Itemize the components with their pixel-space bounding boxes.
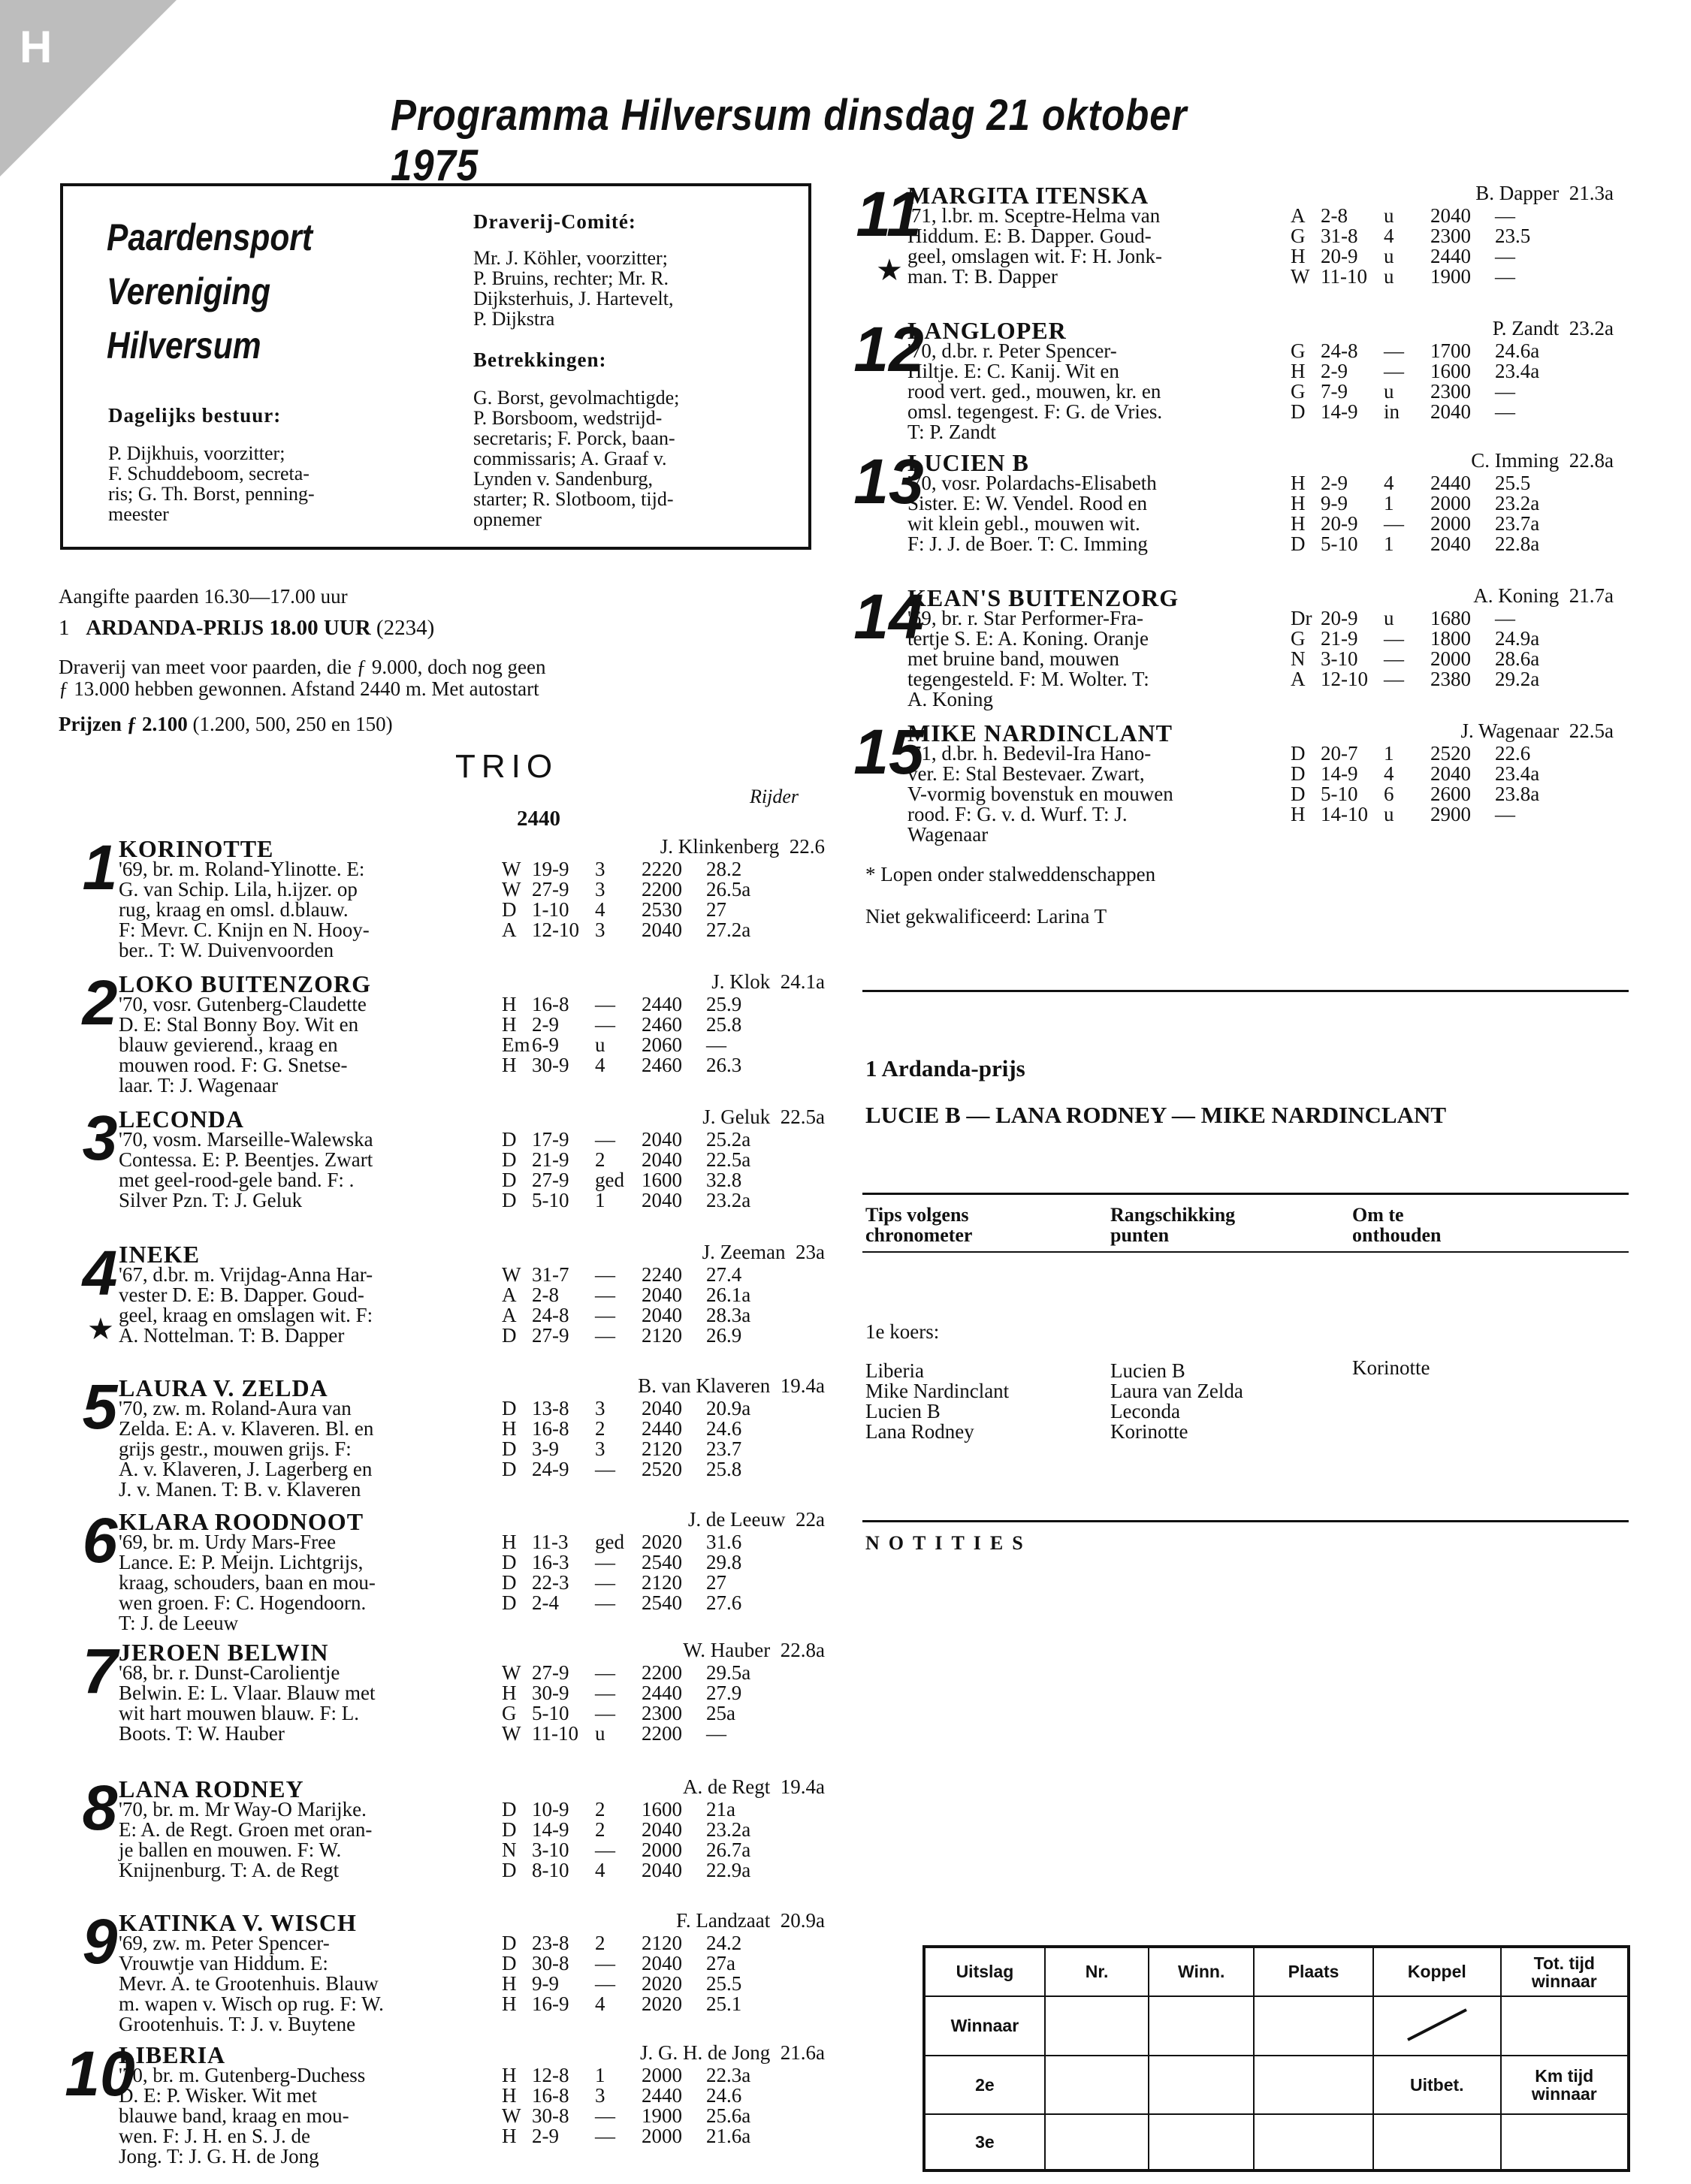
result-row: D 21-9 2 2040 22.5a (502, 1148, 751, 1171)
result-cell[interactable] (1045, 2114, 1149, 2170)
recent-results (502, 994, 774, 1075)
race-prizes: Prijzen ƒ 2.100 (1.200, 500, 250 en 150) (59, 713, 393, 735)
slash-mark (1403, 2005, 1471, 2043)
driver-rating (1493, 317, 1614, 340)
race-name: ARDANDA-PRIJS 18.00 UUR (86, 616, 371, 640)
result-row: H 30-9 4 2460 26.3 (502, 1054, 742, 1076)
horse-description: '70, d.br. r. Peter Spencer- Hiltje. E: C. Kanij. Wit en rood vert. ged., mouwen, kr. en omsl. tegengest. F: G. de Vries. T: P. Zandt (907, 339, 1163, 443)
result-row: G 5-10 — 2300 25a (502, 1702, 735, 1724)
horse-number: 6 (82, 1505, 118, 1576)
horse-rating: 20.9a (780, 1909, 825, 1932)
driver-rating (676, 1909, 825, 1932)
result-row: H 16-8 — 2440 25.9 (502, 993, 742, 1015)
result-cell[interactable] (1149, 1996, 1254, 2056)
horse-number: 12 (853, 314, 924, 385)
tips-race-label: 1e koers: (865, 1320, 940, 1343)
result-row: G 24-8 — 1700 24.6a (1291, 339, 1540, 362)
result-row: H 16-8 2 2440 24.6 (502, 1417, 742, 1440)
result-row: H 9-9 1 2000 23.2a (1291, 492, 1540, 514)
result-row: D 13-8 3 2040 20.9a (502, 1397, 751, 1419)
tips-list-chronometer: Liberia Mike Nardinclant Lucien B Lana Rodney (865, 1359, 1010, 1443)
horse-number: 13 (853, 446, 924, 517)
result-row: D 2-4 — 2540 27.6 (502, 1591, 742, 1614)
committee-members: Mr. J. Köhler, voorzitter; P. Bruins, rechter; Mr. R. Dijksterhuis, J. Hartevelt, P. Dijkstra (473, 247, 674, 330)
horse-description: '70, vosm. Marseille-Walewska Contessa. E: P. Beentjes. Zwart met geel-rood-gele band. F: . Silver Pzn. T: J. Geluk (119, 1128, 373, 1211)
tips-list-remember: Korinotte (1352, 1356, 1430, 1379)
result-row: G 21-9 — 1800 24.9a (1291, 627, 1540, 650)
driver-name: J. Klinkenberg (660, 835, 780, 858)
driver-rating (711, 970, 825, 994)
result-row: W 11-10 u 2200 — (502, 1722, 726, 1745)
result-row-winner-label: Winnaar (924, 1996, 1045, 2056)
result-row: W 31-7 — 2240 27.4 (502, 1263, 742, 1286)
driver-name: C. Imming (1471, 449, 1560, 472)
result-row: D 1-10 4 2530 27 (502, 898, 726, 921)
result-cell[interactable] (1254, 1996, 1373, 2056)
horse-rating: 23a (796, 1241, 825, 1263)
horse-name: LANGLOPER (907, 317, 1067, 344)
result-row: A 2-8 u 2040 — (1291, 204, 1515, 227)
tips-header-points: Rangschikking punten (1110, 1204, 1236, 1246)
driver-name: J. Wagenaar (1460, 719, 1560, 742)
horse-rating: 22a (796, 1508, 825, 1531)
star-icon: ★ (876, 253, 903, 287)
horse-entry (59, 1774, 825, 1894)
horse-rating: 22.5a (1569, 719, 1614, 742)
horse-entry (59, 1371, 825, 1501)
result-row: D 20-7 1 2520 22.6 (1291, 742, 1531, 765)
horse-name: LANA RODNEY (119, 1775, 304, 1802)
horse-description: '69, zw. m. Peter Spencer- Vrouwtje van Hiddum. E: Mevr. A. te Grootenhuis. Blauw m. wapen v. Wisch op rug. F: W. Grootenhuis. T: J. v. Buytene (119, 1932, 384, 2035)
horse-name: MIKE NARDINCLANT (907, 719, 1173, 747)
horse-number: 4 (82, 1238, 118, 1308)
horse-entry (59, 1637, 825, 1757)
result-row: H 20-9 — 2000 23.7a (1291, 512, 1540, 535)
result-row: A 2-8 — 2040 26.1a (502, 1284, 751, 1306)
race-distance: 2440 (517, 807, 560, 831)
result-header-koppel: Koppel (1373, 1947, 1500, 1996)
result-row: H 2-9 — 2460 25.8 (502, 1013, 742, 1036)
horse-description: '69, br. m. Roland-Ylinotte. E: G. van Schip. Lila, h.ijzer. op rug, kraag en omsl. d.blauw. F: Mevr. C. Knijn en N. Hooy- ber.. T: W. Duivenvoorden (119, 858, 370, 961)
result-row: Dr 20-9 u 1680 — (1291, 607, 1515, 629)
association-box (60, 183, 811, 550)
driver-name: J. Zeeman (702, 1241, 786, 1263)
result-header-uitslag: Uitslag (924, 1947, 1045, 1996)
driver-name: W. Hauber (683, 1639, 771, 1661)
recent-results (502, 1398, 774, 1480)
driver-rating (660, 835, 825, 858)
result-cell[interactable] (1149, 2056, 1254, 2115)
officials-members: G. Borst, gevolmachtigde; P. Borsboom, wedstrijd- secretaris; F. Porck, baan- commissaris; A. Graaf v. Lynden v. Sandenburg, starter; R. Slotboom, tijd- opnemer (473, 387, 680, 530)
horse-name: KORINOTTE (119, 835, 274, 862)
horse-number: 11 (856, 179, 922, 249)
horse-rating: 19.4a (780, 1374, 825, 1397)
result-row: G 7-9 u 2300 — (1291, 380, 1515, 403)
driver-name: B. van Klaveren (638, 1374, 771, 1397)
horse-rating: 23.2a (1569, 317, 1614, 339)
divider (862, 1193, 1629, 1195)
horse-entry (847, 314, 1614, 443)
horse-entry (847, 716, 1614, 846)
prediction-race: 1 Ardanda-prijs (865, 1055, 1025, 1081)
driver-name: J. Geluk (702, 1106, 771, 1128)
result-row: W 27-9 3 2200 26.5a (502, 878, 751, 900)
result-row: D 14-9 2 2040 23.2a (502, 1818, 751, 1841)
result-row: D 5-10 1 2040 22.8a (1291, 532, 1540, 555)
result-cell[interactable] (1501, 1996, 1629, 2056)
recent-results (502, 1532, 774, 1613)
result-row: D 23-8 2 2120 24.2 (502, 1932, 742, 1954)
result-row: D 10-9 2 1600 21a (502, 1798, 735, 1821)
driver-name: F. Landzaat (675, 1909, 771, 1932)
tips-header-remember: Om te onthouden (1352, 1204, 1442, 1246)
result-header-nr: Nr. (1045, 1947, 1149, 1996)
recent-results (502, 1663, 774, 1744)
recent-results (502, 1265, 774, 1346)
horse-description: '70, vosr. Polardachs-Elisabeth Sister. E: W. Vendel. Rood en wit klein gebl., mouwen wit. F: J. J. de Boer. T: C. Imming (907, 472, 1157, 555)
recent-results (1291, 206, 1563, 287)
result-row: D 30-8 — 2040 27a (502, 1952, 735, 1974)
horse-name: MARGITA ITENSKA (907, 182, 1149, 209)
horse-number: 2 (82, 967, 118, 1038)
horse-rating: 19.4a (780, 1775, 825, 1798)
result-row: W 11-10 u 1900 — (1291, 265, 1515, 288)
divider (862, 990, 1629, 992)
horse-name: KEAN'S BUITENZORG (907, 584, 1179, 611)
result-row: D 24-9 — 2520 25.8 (502, 1458, 742, 1480)
horse-rating: 22.8a (1569, 449, 1614, 472)
result-header-plaats: Plaats (1254, 1947, 1373, 1996)
race-heading (59, 616, 434, 641)
horse-number: 7 (82, 1636, 118, 1706)
result-cell[interactable] (1149, 2114, 1254, 2170)
result-row: G 31-8 4 2300 23.5 (1291, 225, 1531, 247)
horse-entry (59, 2038, 825, 2167)
horse-name: LUCIEN B (907, 449, 1029, 476)
driver-rating (1473, 584, 1614, 608)
page-title: Programma Hilversum dinsdag 21 oktober 1975 (391, 91, 1188, 190)
horse-entry (59, 1239, 825, 1359)
horse-number: 3 (82, 1103, 118, 1173)
bet-type: TRIO (455, 748, 559, 785)
result-row: N 3-10 — 2000 26.7a (502, 1839, 751, 1861)
km-time-label: Km tijd winnaar (1501, 2056, 1629, 2115)
result-row: H 2-9 — 2000 21.6a (502, 2125, 751, 2147)
tips-list-points: Lucien B Laura van Zelda Leconda Korinotte (1110, 1359, 1243, 1443)
result-row: H 20-9 u 2440 — (1291, 245, 1515, 267)
horse-description: '69, br. m. Urdy Mars-Free Lance. E: P. Meijn. Lichtgrijs, kraag, schouders, baan en mou- wen groen. F: C. Hogendoorn. T: J. de Leeuw (119, 1531, 376, 1634)
result-header-winn: Winn. (1149, 1947, 1254, 1996)
recent-results (502, 1933, 774, 2014)
result-row: D 14-9 4 2040 23.4a (1291, 762, 1540, 785)
horse-number: 15 (853, 716, 924, 787)
horse-entry (847, 180, 1614, 300)
horse-description: '71, l.br. m. Sceptre-Helma van Hiddum. E: B. Dapper. Goud- geel, omslagen wit. F: H. Jonk- man. T: B. Dapper (907, 204, 1162, 288)
horse-name: LIBERIA (119, 2041, 226, 2068)
recent-results (502, 859, 774, 940)
result-row: H 30-9 — 2440 27.9 (502, 1682, 742, 1704)
driver-name: A. de Regt (683, 1775, 771, 1798)
result-cell[interactable] (1045, 1996, 1149, 2056)
result-row: D 5-10 6 2600 23.8a (1291, 783, 1540, 805)
result-row: H 14-10 u 2900 — (1291, 803, 1515, 825)
recent-results (502, 2065, 774, 2146)
driver-rating (1460, 719, 1614, 743)
result-cell[interactable] (1045, 2056, 1149, 2115)
result-row: H 2-9 4 2440 25.5 (1291, 472, 1531, 494)
horse-name: LAURA V. ZELDA (119, 1374, 328, 1401)
race-conditions: Draverij van meet voor paarden, die ƒ 9.000, doch nog geen ƒ 13.000 hebben gewonnen. Afstand 2440 m. Met autostart (59, 656, 546, 700)
horse-entry (59, 1505, 825, 1634)
result-row: W 19-9 3 2220 28.2 (502, 858, 742, 880)
result-row: N 3-10 — 2000 28.6a (1291, 647, 1540, 670)
horse-description: '70, br. m. Gutenberg-Duchess D. E: P. Wisker. Wit met blauwe band, kraag en mou- wen. F: J. H. en S. J. de Jong. T: J. G. H. de Jong (119, 2064, 366, 2167)
horse-entry (847, 448, 1614, 568)
result-row: A 12-10 3 2040 27.2a (502, 919, 751, 941)
result-row: Em6-9 u 2060 — (502, 1033, 726, 1056)
result-header-total-time: Tot. tijd winnaar (1501, 1947, 1629, 1996)
recent-results (502, 1799, 774, 1881)
driver-rating (702, 1241, 825, 1264)
horse-description: '67, d.br. m. Vrijdag-Anna Har- vester D. E: B. Dapper. Goud- geel, kraag en omslagen wit. F: A. Nottelman. T: B. Dapper (119, 1263, 373, 1347)
result-row: D 17-9 — 2040 25.2a (502, 1128, 751, 1151)
driver-rating (683, 1775, 825, 1799)
koppel-cell[interactable] (1373, 1996, 1500, 2056)
horse-entry (59, 1906, 825, 2035)
result-cell[interactable] (1501, 2114, 1629, 2170)
horse-number: 1 (82, 832, 118, 903)
result-row: D 22-3 — 2120 27 (502, 1571, 726, 1594)
horse-description: '70, br. m. Mr Way-O Marijke. E: A. de Regt. Groen met oran- je ballen en mouwen. F: W. Knijnenburg. T: A. de Regt (119, 1798, 373, 1881)
divider (862, 1520, 1629, 1522)
horse-entry (847, 581, 1614, 710)
result-row: H 16-8 3 2440 24.6 (502, 2084, 742, 2107)
horse-rating: 24.1a (780, 970, 825, 993)
result-row-third-label: 3e (924, 2114, 1045, 2170)
prediction-picks: LUCIE B — LANA RODNEY — MIKE NARDINCLANT (865, 1102, 1447, 1128)
star-icon: ★ (87, 1312, 114, 1346)
horse-rating: 22.6 (789, 835, 825, 858)
daily-board-members: P. Dijkhuis, voorzitter; F. Schuddeboom, secreta- ris; G. Th. Borst, penning- meester (108, 442, 315, 525)
rider-label: Rijder (750, 786, 799, 807)
horse-description: '68, br. r. Dunst-Carolientje Belwin. E: L. Vlaar. Blauw met wit hart mouwen blauw. F: L. Boots. T: W. Hauber (119, 1661, 376, 1745)
result-row: D 27-9 ged 1600 32.8 (502, 1169, 742, 1191)
horse-name: LECONDA (119, 1106, 245, 1133)
payout-label: Uitbet. (1373, 2056, 1500, 2115)
recent-results (1291, 608, 1563, 689)
horse-entry (59, 967, 825, 1097)
not-qualified: Niet gekwalificeerd: Larina T (865, 905, 1107, 928)
recent-results (1291, 341, 1563, 422)
driver-name: P. Zandt (1492, 317, 1560, 339)
result-cell[interactable] (1254, 2114, 1373, 2170)
horse-number: 9 (82, 1906, 118, 1977)
result-row: D 3-9 3 2120 23.7 (502, 1437, 742, 1460)
result-row: A 12-10 — 2380 29.2a (1291, 668, 1540, 690)
daily-board-title: Dagelijks bestuur: (108, 404, 282, 427)
result-row: A 24-8 — 2040 28.3a (502, 1304, 751, 1326)
horse-number: 5 (82, 1371, 118, 1442)
divider (862, 1251, 1629, 1253)
horse-number: 10 (65, 2038, 135, 2109)
result-row: H 12-8 1 2000 22.3a (502, 2064, 751, 2086)
recent-results (1291, 473, 1563, 554)
driver-rating (638, 1374, 825, 1398)
driver-rating (1475, 182, 1614, 205)
result-row: W 27-9 — 2200 29.5a (502, 1661, 751, 1684)
race-code: (2234) (376, 616, 435, 640)
horse-rating: 21.7a (1569, 584, 1614, 607)
driver-rating (702, 1106, 825, 1129)
horse-description: '71, d.br. h. Bedevil-Ira Hano- ver. E: Stal Bestevaer. Zwart, V-vormig bovenstuk en mouwen rood. F: G. v. d. Wurf. T: J. Wagenaar (907, 742, 1173, 846)
tips-header-chronometer: Tips volgens chronometer (865, 1204, 973, 1246)
recent-results (1291, 744, 1563, 825)
result-cell[interactable] (1373, 2114, 1500, 2170)
horse-rating: 22.8a (780, 1639, 825, 1661)
result-cell[interactable] (1254, 2056, 1373, 2115)
horse-rating: 22.5a (780, 1106, 825, 1128)
result-row: D 14-9 in 2040 — (1291, 400, 1515, 423)
section-letter: H (20, 22, 53, 72)
result-row: H 2-9 — 1600 23.4a (1291, 360, 1540, 382)
driver-rating (683, 1639, 825, 1662)
result-row: D 16-3 — 2540 29.8 (502, 1551, 742, 1573)
driver-name: J. Klok (711, 970, 771, 993)
driver-rating (688, 1508, 825, 1531)
footnote: * Lopen onder stalweddenschappen (865, 863, 1156, 885)
horse-entry (59, 832, 825, 961)
race-number: 1 (59, 616, 70, 640)
horse-rating: 21.3a (1569, 182, 1614, 204)
result-row: D 27-9 — 2120 26.9 (502, 1324, 742, 1347)
horse-description: '70, zw. m. Roland-Aura van Zelda. E: A. v. Klaveren. Bl. en grijs gestr., mouwen grijs. F: A. v. Klaveren, J. Lagerberg en J. v. Manen. T: B. v. Klaveren (119, 1397, 374, 1501)
horse-name: JEROEN BELWIN (119, 1639, 329, 1666)
result-row: H 9-9 — 2020 25.5 (502, 1972, 742, 1995)
horse-number: 8 (82, 1772, 118, 1843)
officials-title: Betrekkingen: (473, 348, 607, 371)
horse-name: INEKE (119, 1241, 201, 1268)
horse-rating: 21.6a (780, 2041, 825, 2064)
result-form (923, 1945, 1630, 2172)
driver-name: J. G. H. de Jong (640, 2041, 771, 2064)
horse-number: 14 (853, 581, 924, 652)
horse-name: KATINKA V. WISCH (119, 1909, 357, 1936)
result-row: D 5-10 1 2040 23.2a (502, 1189, 751, 1211)
horse-entry (59, 1104, 825, 1224)
driver-name: A. Koning (1473, 584, 1560, 607)
driver-rating (640, 2041, 825, 2065)
result-row: H 11-3 ged 2020 31.6 (502, 1531, 742, 1553)
result-row: W 30-8 — 1900 25.6a (502, 2104, 751, 2127)
horse-description: '69, br. r. Star Performer-Fra- tertje S. E: A. Koning. Oranje met bruine band, mouwen tegengesteld. F: M. Wolter. T: A. Koning (907, 607, 1149, 710)
horse-description: '70, vosr. Gutenberg-Claudette D. E: Stal Bonny Boy. Wit en blauw gevierend., kraag en mouwen rood. F: G. Snetse- laar. T: J. Wagenaar (119, 993, 367, 1097)
horse-name: LOKO BUITENZORG (119, 970, 371, 997)
driver-name: B. Dapper (1475, 182, 1560, 204)
committee-title: Draverij-Comité: (473, 210, 636, 233)
registration-time: Aangifte paarden 16.30—17.00 uur (59, 585, 348, 608)
result-row: D 8-10 4 2040 22.9a (502, 1859, 751, 1881)
association-name: Paardensport Vereniging Hilversum (107, 216, 313, 367)
result-row-second-label: 2e (924, 2056, 1045, 2115)
horse-name: KLARA ROODNOOT (119, 1508, 364, 1535)
driver-name: J. de Leeuw (687, 1508, 786, 1531)
driver-rating (1471, 449, 1614, 472)
recent-results (502, 1130, 774, 1211)
result-row: H 16-9 4 2020 25.1 (502, 1992, 742, 2015)
notes-label: NOTITIES (865, 1532, 1032, 1554)
